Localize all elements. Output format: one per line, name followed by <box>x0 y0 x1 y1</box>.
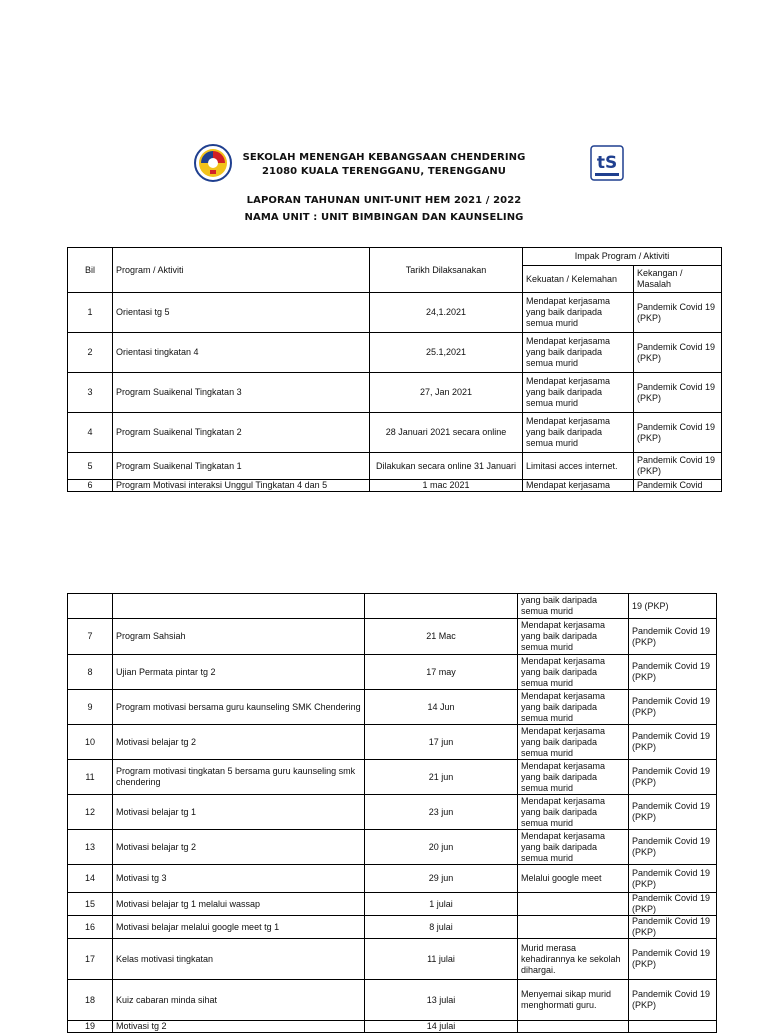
cell-program: Kelas motivasi tingkatan <box>113 939 365 980</box>
cell-kekangan: Pandemik Covid 19 (PKP) <box>634 293 722 333</box>
cell-bil: 11 <box>68 760 113 795</box>
cell-kekuatan <box>518 893 629 916</box>
report-title: LAPORAN TAHUNAN UNIT-UNIT HEM 2021 / 2022 <box>246 195 522 206</box>
table-row <box>68 594 717 619</box>
table-row <box>68 333 722 373</box>
table-row <box>68 725 717 760</box>
cell-program: Motivasi belajar tg 1 <box>113 795 365 830</box>
cell-bil: 17 <box>68 939 113 980</box>
cell-date: 13 julai <box>365 980 518 1021</box>
cell-bil: 4 <box>68 413 113 453</box>
cell-kekangan: Pandemik Covid 19 (PKP) <box>634 333 722 373</box>
cell-kekangan: Pandemik Covid 19 (PKP) <box>629 655 717 690</box>
cell-kekangan: Pandemik Covid 19 (PKP) <box>629 725 717 760</box>
cell-date: 20 jun <box>365 830 518 865</box>
cell-program: Program Suaikenal Tingkatan 1 <box>113 453 370 480</box>
cell-kekuatan: Mendapat kerjasama yang baik daripada semua murid <box>518 655 629 690</box>
header-date: Tarikh Dilaksanakan <box>370 248 523 293</box>
cell-kekuatan: Menyemai sikap murid menghormati guru. <box>518 980 629 1021</box>
cell-program: Motivasi belajar tg 2 <box>113 830 365 865</box>
cell-program: Kuiz cabaran minda sihat <box>113 980 365 1021</box>
cell-bil: 19 <box>68 1021 113 1033</box>
cell-date: 11 julai <box>365 939 518 980</box>
cell-kekangan: Pandemik Covid 19 (PKP) <box>629 795 717 830</box>
table-row <box>68 619 717 655</box>
table-row <box>68 893 717 916</box>
cell-bil: 16 <box>68 916 113 939</box>
cell-kekuatan <box>518 916 629 939</box>
cell-kekuatan: Mendapat kerjasama yang baik daripada semua murid <box>518 725 629 760</box>
table-row <box>68 655 717 690</box>
table-row <box>68 830 717 865</box>
cell-kekangan: Pandemik Covid 19 (PKP) <box>629 619 717 655</box>
cell-program: Motivasi tg 3 <box>113 865 365 893</box>
cell-kekangan: Pandemik Covid 19 (PKP) <box>629 830 717 865</box>
header-kekangan: Kekangan / Masalah <box>634 266 722 293</box>
table-row <box>68 293 722 333</box>
unit-name: NAMA UNIT : UNIT BIMBINGAN DAN KAUNSELING <box>244 212 524 223</box>
school-crest-logo <box>193 143 233 183</box>
school-address: 21080 KUALA TERENGGANU, TERENGGANU <box>261 166 507 177</box>
cell-program <box>113 594 365 619</box>
cell-kekangan: Pandemik Covid 19 (PKP) <box>634 413 722 453</box>
school-name: SEKOLAH MENENGAH KEBANGSAAN CHENDERING <box>242 152 526 163</box>
cell-bil: 8 <box>68 655 113 690</box>
cell-date: 23 jun <box>365 795 518 830</box>
cell-kekangan: Pandemik Covid 19 (PKP) <box>634 373 722 413</box>
cell-date <box>365 594 518 619</box>
cell-bil: 10 <box>68 725 113 760</box>
cell-kekuatan: Mendapat kerjasama yang baik daripada semua murid <box>518 830 629 865</box>
table-row <box>68 865 717 893</box>
cell-kekuatan: Melalui google meet <box>518 865 629 893</box>
cell-date: 21 jun <box>365 760 518 795</box>
cell-program: Program Motivasi interaksi Unggul Tingkatan 4 dan 5 <box>113 480 370 492</box>
cell-program: Motivasi belajar tg 2 <box>113 725 365 760</box>
cell-kekangan: Pandemik Covid 19 (PKP) <box>629 893 717 916</box>
cell-kekuatan: Mendapat kerjasama yang baik daripada semua murid <box>523 333 634 373</box>
cell-kekangan <box>629 1021 717 1033</box>
cell-kekuatan: Mendapat kerjasama yang baik daripada semua murid <box>518 795 629 830</box>
cell-bil: 12 <box>68 795 113 830</box>
cell-bil: 15 <box>68 893 113 916</box>
cell-bil <box>68 594 113 619</box>
table-row <box>68 413 722 453</box>
cell-program: Program motivasi bersama guru kaunseling SMK Chendering <box>113 690 365 725</box>
cell-date: 25.1,2021 <box>370 333 523 373</box>
cell-date: 28 Januari 2021 secara online <box>370 413 523 453</box>
header-kekuatan: Kekuatan / Kelemahan <box>523 266 634 293</box>
cell-kekuatan: Limitasi acces internet. <box>523 453 634 480</box>
cell-program: Orientasi tg 5 <box>113 293 370 333</box>
cell-kekuatan: Mendapat kerjasama yang baik daripada semua murid <box>523 413 634 453</box>
table-row <box>68 795 717 830</box>
header-program: Program / Aktiviti <box>113 248 370 293</box>
cell-kekangan: Pandemik Covid 19 (PKP) <box>629 916 717 939</box>
cell-kekuatan: Mendapat kerjasama <box>523 480 634 492</box>
cell-program: Program Suaikenal Tingkatan 3 <box>113 373 370 413</box>
cell-kekangan: Pandemik Covid 19 (PKP) <box>629 760 717 795</box>
cell-date: 14 julai <box>365 1021 518 1033</box>
cell-kekuatan: yang baik daripada semua murid <box>518 594 629 619</box>
cell-kekuatan: Mendapat kerjasama yang baik daripada semua murid <box>518 690 629 725</box>
cell-date: 24,1.2021 <box>370 293 523 333</box>
table-row <box>68 916 717 939</box>
cell-date: 14 Jun <box>365 690 518 725</box>
cell-program: Motivasi tg 2 <box>113 1021 365 1033</box>
cell-program: Program Sahsiah <box>113 619 365 655</box>
cell-program: Orientasi tingkatan 4 <box>113 333 370 373</box>
cell-kekangan: Pandemik Covid 19 (PKP) <box>629 939 717 980</box>
cell-bil: 18 <box>68 980 113 1021</box>
header-bil: Bil <box>68 248 113 293</box>
cell-date: 1 julai <box>365 893 518 916</box>
cell-kekangan: Pandemik Covid 19 (PKP) <box>629 690 717 725</box>
cell-kekuatan: Mendapat kerjasama yang baik daripada semua murid <box>518 619 629 655</box>
table-row <box>68 480 722 492</box>
cell-bil: 6 <box>68 480 113 492</box>
cell-kekangan: Pandemik Covid <box>634 480 722 492</box>
table-row <box>68 453 722 480</box>
cell-date: 21 Mac <box>365 619 518 655</box>
cell-kekangan: 19 (PKP) <box>629 594 717 619</box>
cell-date: 27, Jan 2021 <box>370 373 523 413</box>
table-row <box>68 980 717 1021</box>
activity-table-page-2 <box>67 593 717 1033</box>
cell-kekangan: Pandemik Covid 19 (PKP) <box>634 453 722 480</box>
cell-kekuatan: Murid merasa kehadirannya ke sekolah dihargai. <box>518 939 629 980</box>
table-row <box>68 690 717 725</box>
cell-program: Motivasi belajar tg 1 melalui wassap <box>113 893 365 916</box>
cell-program: Program Suaikenal Tingkatan 2 <box>113 413 370 453</box>
cell-date: 1 mac 2021 <box>370 480 523 492</box>
cell-date: 17 jun <box>365 725 518 760</box>
cell-kekangan: Pandemik Covid 19 (PKP) <box>629 865 717 893</box>
cell-kekuatan: Mendapat kerjasama yang baik daripada semua murid <box>518 760 629 795</box>
table-row <box>68 373 722 413</box>
cell-bil: 3 <box>68 373 113 413</box>
cell-date: 29 jun <box>365 865 518 893</box>
cell-kekuatan: Mendapat kerjasama yang baik daripada semua murid <box>523 373 634 413</box>
ts-logo-text: tS <box>596 153 618 173</box>
cell-kekuatan: Mendapat kerjasama yang baik daripada semua murid <box>523 293 634 333</box>
cell-date: Dilakukan secara online 31 Januari <box>370 453 523 480</box>
cell-date: 17 may <box>365 655 518 690</box>
cell-date: 8 julai <box>365 916 518 939</box>
cell-bil: 5 <box>68 453 113 480</box>
cell-program: Ujian Permata pintar tg 2 <box>113 655 365 690</box>
table-row <box>68 939 717 980</box>
cell-kekuatan <box>518 1021 629 1033</box>
cell-program: Program motivasi tingkatan 5 bersama guru kaunseling smk chendering <box>113 760 365 795</box>
cell-bil: 2 <box>68 333 113 373</box>
header-impact: Impak Program / Aktiviti <box>523 248 722 266</box>
cell-program: Motivasi belajar melalui google meet tg 1 <box>113 916 365 939</box>
cell-bil: 1 <box>68 293 113 333</box>
table-row <box>68 760 717 795</box>
cell-bil: 14 <box>68 865 113 893</box>
cell-kekangan: Pandemik Covid 19 (PKP) <box>629 980 717 1021</box>
cell-bil: 13 <box>68 830 113 865</box>
cell-bil: 7 <box>68 619 113 655</box>
activity-table-page-1 <box>67 247 722 492</box>
cell-bil: 9 <box>68 690 113 725</box>
table-row <box>68 1021 717 1033</box>
